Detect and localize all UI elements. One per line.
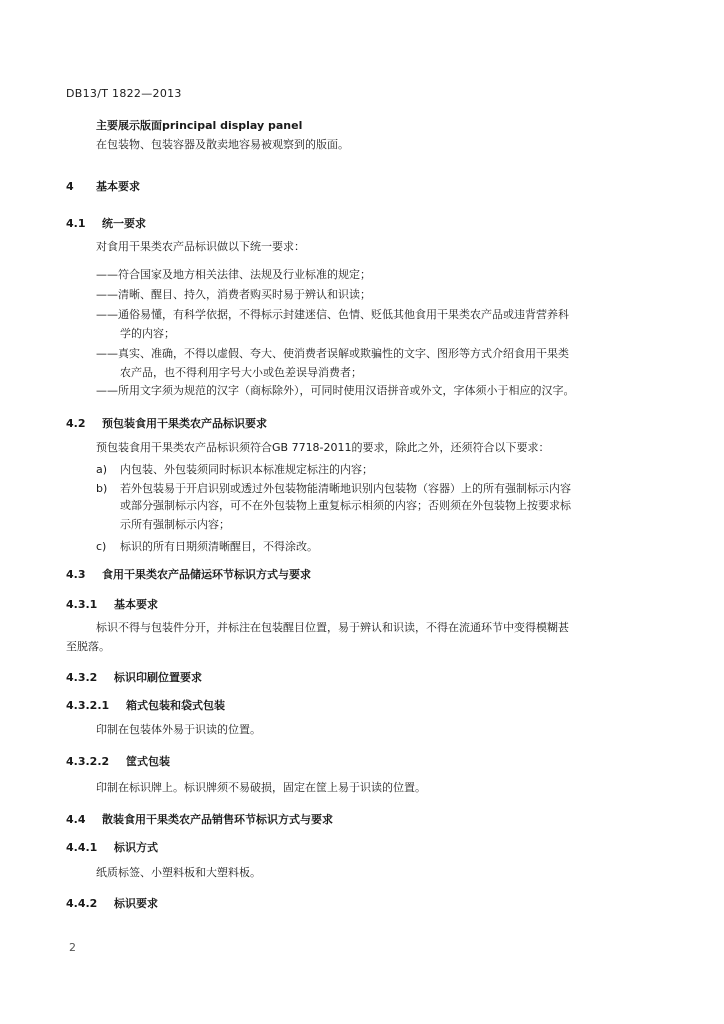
section-number: 4.3.1 [66, 598, 98, 611]
paragraph: 纸质标签、小塑料板和大塑料板。 [96, 866, 261, 879]
section-4-3-heading [66, 566, 311, 582]
section-title: 统一要求 [102, 217, 146, 230]
section-number: 4.3 [66, 568, 86, 581]
section-title: 筐式包装 [126, 755, 170, 768]
list-item: ——真实、准确，不得以虚假、夸大、使消费者误解或欺骗性的文字、图形等方式介绍食用干果类 [96, 347, 569, 360]
paragraph: 预包装食用干果类农产品标识须符合GB 7718-2011的要求，除此之外，还须符合以下要求： [96, 441, 550, 454]
section-number: 4.3.2.2 [66, 755, 110, 768]
section-title: 基本要求 [96, 180, 140, 193]
section-number: 4.4.1 [66, 841, 98, 854]
list-item-continuation: 示所有强制标示内容； [120, 518, 230, 531]
section-number: 4.4.2 [66, 897, 98, 910]
section-4-3-2-1-heading [66, 697, 225, 713]
section-4-2-heading [66, 415, 267, 431]
list-text: 内包装、外包装须同时标识本标准规定标注的内容； [120, 463, 373, 476]
list-text: 若外包装易于开启识别或透过外包装物能清晰地识别内包装物（容器）上的所有强制标示内容 [120, 482, 571, 495]
section-4-3-2-heading [66, 669, 202, 685]
section-title: 标识要求 [114, 897, 158, 910]
section-4-4-1-heading [66, 839, 158, 855]
section-4-heading [66, 178, 140, 194]
list-marker: a) [96, 463, 108, 476]
paragraph: 印制在包装体外易于识读的位置。 [96, 723, 261, 736]
term-title: 主要展示版面principal display panel [96, 119, 303, 132]
list-item: ——通俗易懂，有科学依据，不得标示封建迷信、色情、贬低其他食用干果类农产品或违背营养科 [96, 308, 569, 321]
list-item: ——符合国家及地方相关法律、法规及行业标准的规定； [96, 268, 371, 281]
list-item-b [96, 480, 571, 496]
list-item-continuation: 学的内容； [120, 327, 175, 340]
term-definition: 在包装物、包装容器及散卖地容易被观察到的版面。 [96, 138, 349, 151]
section-number: 4 [66, 180, 74, 193]
section-4-4-2-heading [66, 895, 158, 911]
list-text: 标识的所有日期须清晰醒目，不得涂改。 [120, 540, 318, 553]
section-title: 箱式包装和袋式包装 [126, 699, 225, 712]
section-title: 标识方式 [114, 841, 158, 854]
section-title: 散装食用干果类农产品销售环节标识方式与要求 [102, 813, 333, 826]
section-4-1-heading [66, 215, 146, 231]
section-4-3-1-heading [66, 596, 158, 612]
list-item-continuation: 或部分强制标示内容，可不在外包装物上重复标示相须的内容；否则须在外包装物上按要求标 [120, 499, 571, 512]
list-item: ——所用文字须为规范的汉字（商标除外），可同时使用汉语拼音或外文，字体须小于相应的汉字。 [96, 384, 575, 397]
document-number: DB13/T 1822—2013 [66, 87, 182, 100]
paragraph-continuation: 至脱落。 [66, 640, 110, 653]
list-item: ——清晰、醒目、持久，消费者购买时易于辨认和识读； [96, 288, 371, 301]
list-item-c [96, 538, 318, 554]
section-number: 4.4 [66, 813, 86, 826]
list-item-continuation: 农产品，也不得利用字号大小或色差误导消费者； [120, 366, 362, 379]
section-4-3-2-2-heading [66, 753, 170, 769]
page-number: 2 [69, 941, 76, 954]
section-number: 4.1 [66, 217, 86, 230]
section-number: 4.3.2.1 [66, 699, 110, 712]
section-number: 4.2 [66, 417, 86, 430]
section-title: 基本要求 [114, 598, 158, 611]
paragraph: 对食用干果类农产品标识做以下统一要求： [96, 240, 305, 253]
paragraph: 标识不得与包装件分开，并标注在包装醒目位置，易于辨认和识读，不得在流通环节中变得模糊甚 [96, 621, 569, 634]
list-item-a [96, 461, 373, 477]
section-4-4-heading [66, 811, 333, 827]
section-title: 标识印刷位置要求 [114, 671, 202, 684]
section-title: 食用干果类农产品储运环节标识方式与要求 [102, 568, 311, 581]
list-marker: b) [96, 482, 108, 495]
list-marker: c) [96, 540, 107, 553]
paragraph: 印制在标识牌上。标识牌须不易破损，固定在筐上易于识读的位置。 [96, 781, 426, 794]
section-title: 预包装食用干果类农产品标识要求 [102, 417, 267, 430]
section-number: 4.3.2 [66, 671, 98, 684]
